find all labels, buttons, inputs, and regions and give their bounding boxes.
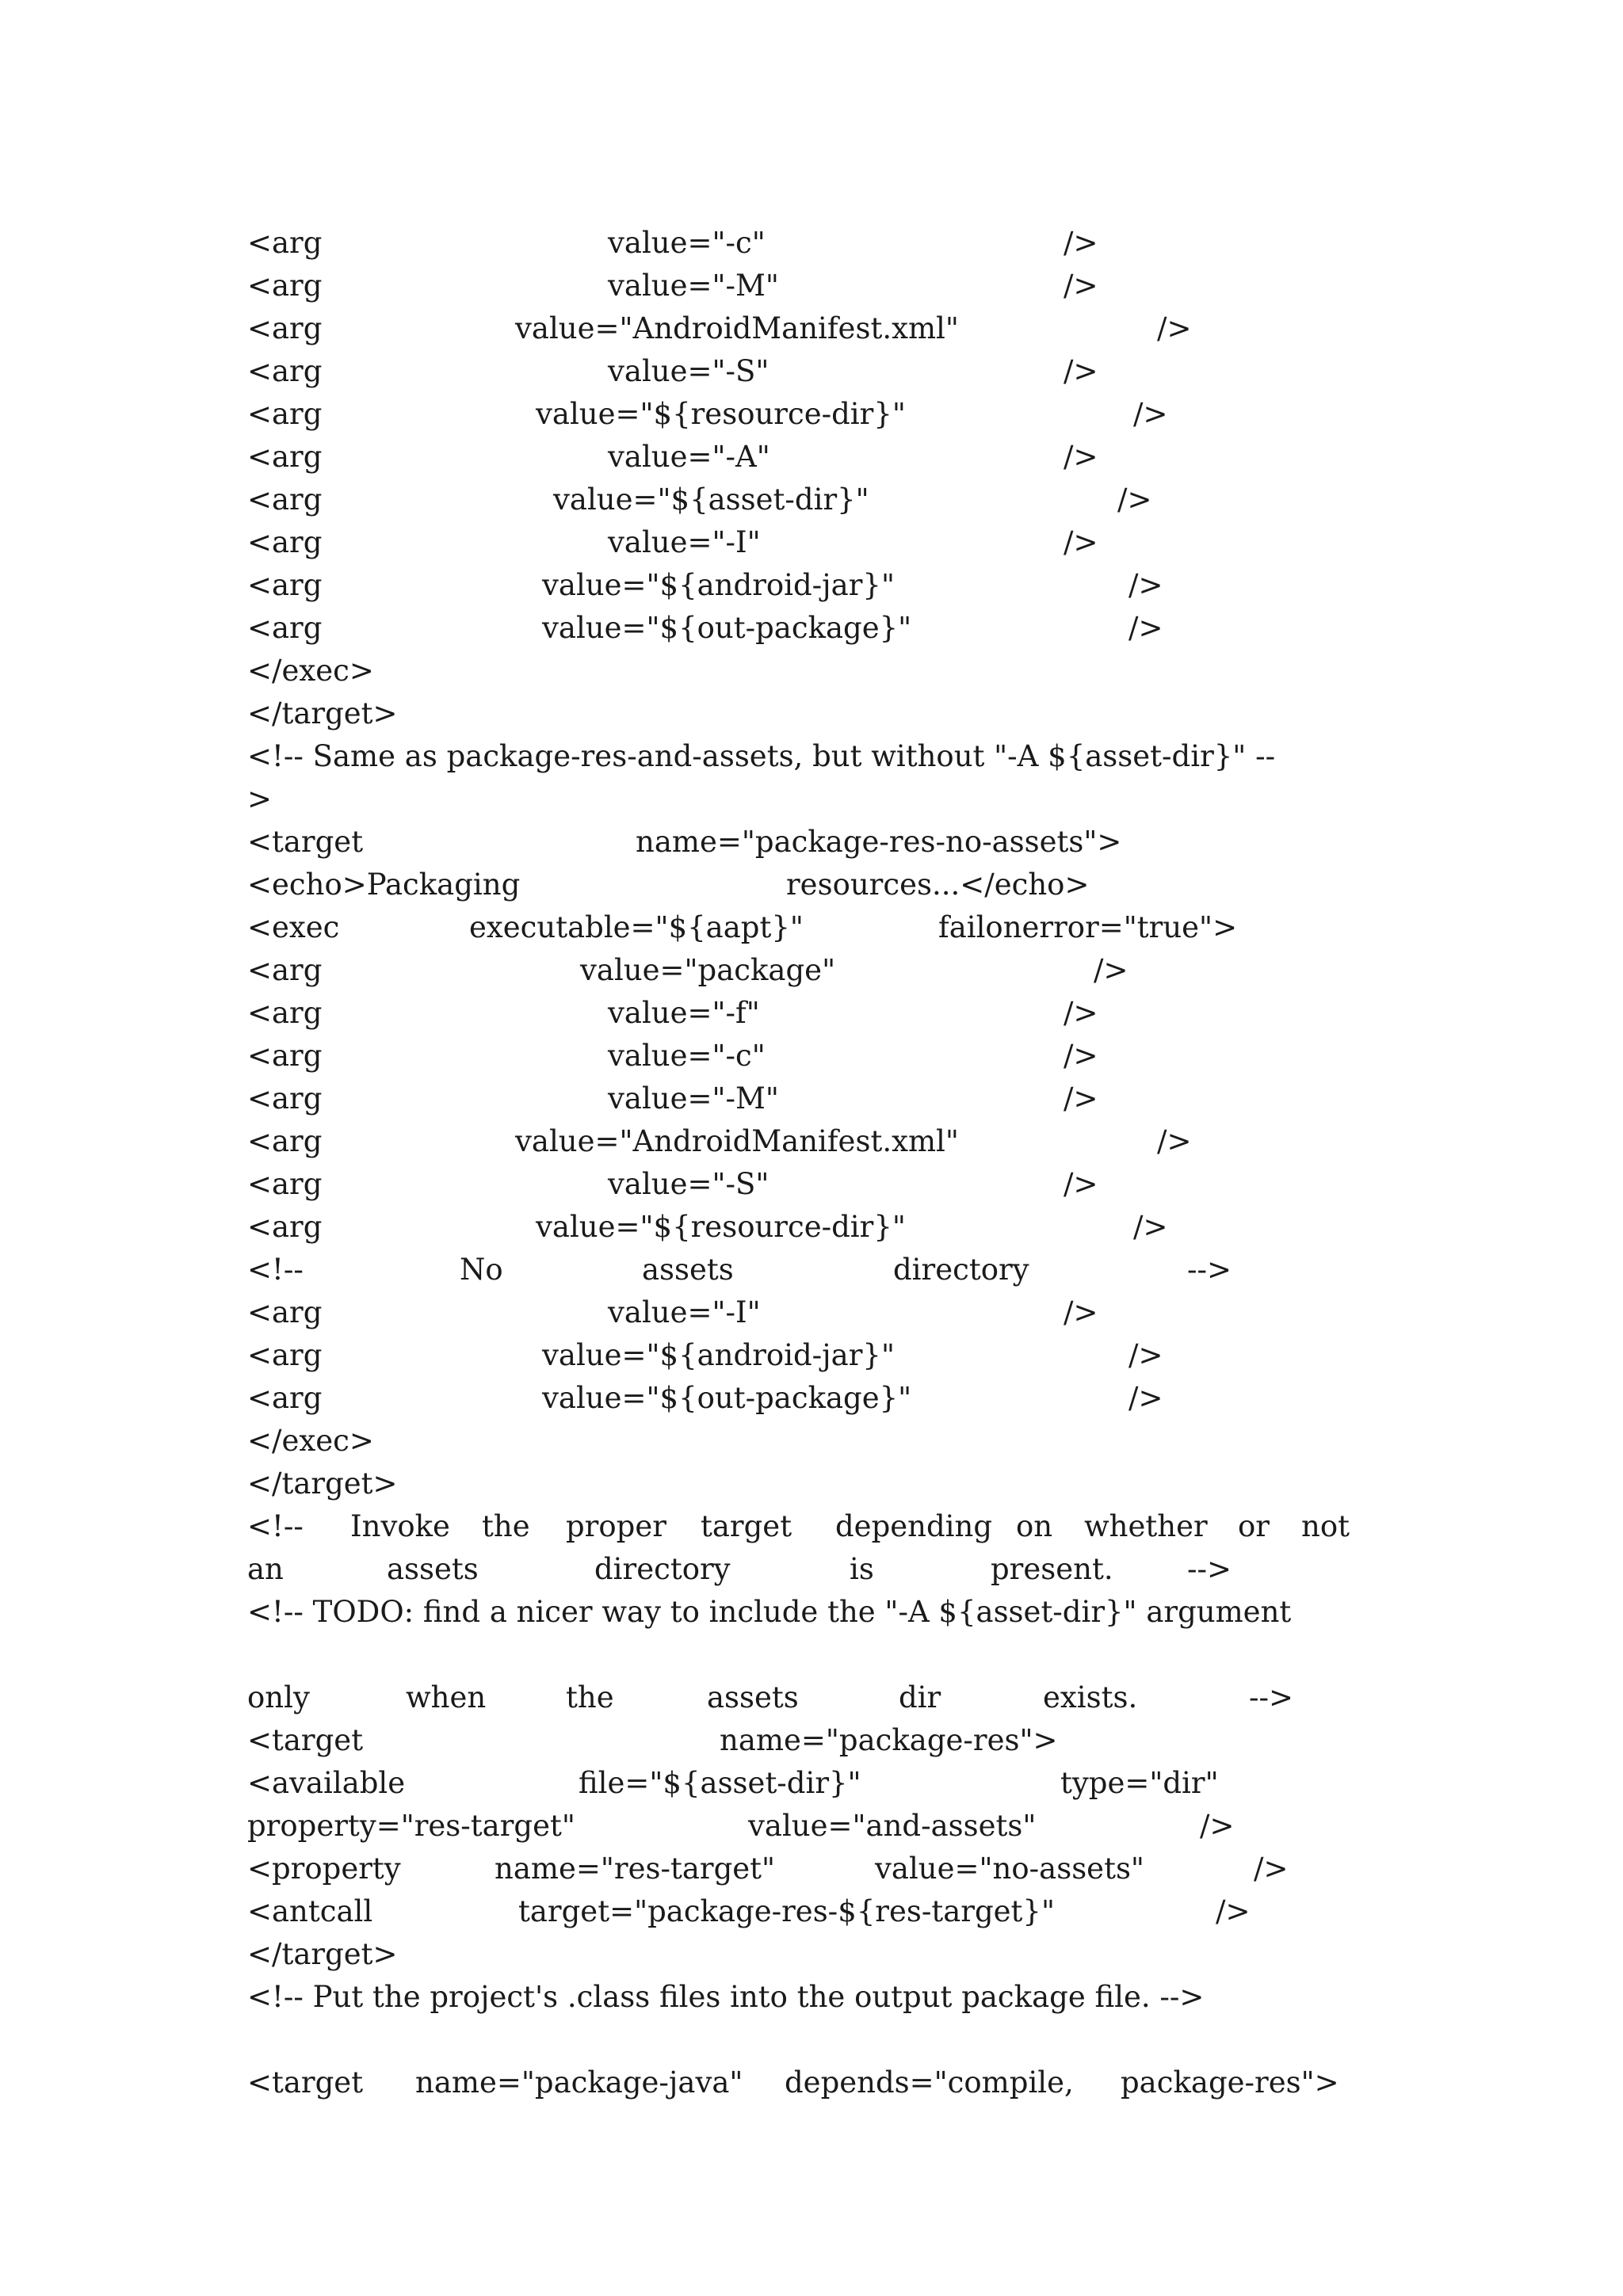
code-token: an	[247, 1552, 284, 1586]
code-token: exists.	[1043, 1680, 1138, 1714]
code-token: </target>	[247, 1937, 398, 1971]
code-token: value="-f"	[608, 996, 760, 1030]
code-token: <arg	[247, 482, 323, 517]
code-token: value="${out-package}"	[542, 611, 912, 645]
code-token: <target	[247, 1723, 364, 1757]
code-line	[247, 521, 1396, 564]
code-line	[247, 778, 1396, 821]
code-line	[247, 1463, 1396, 1505]
code-token: />	[1157, 1124, 1192, 1158]
blank-line	[247, 1634, 1396, 1676]
code-token: />	[1064, 354, 1098, 388]
code-line	[247, 1762, 1396, 1805]
code-token: />	[1064, 1081, 1098, 1116]
code-line	[247, 222, 1396, 265]
code-line	[247, 1505, 1396, 1548]
code-token: />	[1254, 1852, 1289, 1886]
code-token: <!--	[247, 1509, 304, 1543]
code-line	[247, 864, 1396, 906]
code-token: <arg	[247, 1210, 323, 1244]
code-line	[247, 1848, 1396, 1890]
code-line	[247, 1420, 1396, 1463]
code-token: only	[247, 1680, 310, 1714]
code-token: >	[247, 782, 273, 816]
code-token: <arg	[247, 1124, 323, 1158]
code-token: value="${android-jar}"	[542, 1338, 895, 1372]
code-token: value="-M"	[608, 1081, 779, 1116]
code-token: -->	[1187, 1253, 1232, 1287]
code-token: assets	[387, 1552, 479, 1586]
code-token: <!--	[247, 1253, 304, 1287]
code-token: Invoke	[350, 1509, 450, 1543]
code-token: is	[850, 1552, 874, 1586]
code-token: />	[1128, 611, 1163, 645]
code-token: <arg	[247, 1295, 323, 1329]
code-token: value="${resource-dir}"	[536, 397, 906, 431]
code-line	[247, 821, 1396, 864]
code-token: value="AndroidManifest.xml"	[515, 1124, 959, 1158]
code-token: />	[1117, 482, 1152, 517]
code-line	[247, 1377, 1396, 1420]
code-token: directory	[594, 1552, 731, 1586]
code-token: name="package-res">	[720, 1723, 1058, 1757]
code-token: />	[1157, 311, 1192, 345]
code-line	[247, 1120, 1396, 1163]
code-token: </target>	[247, 696, 398, 730]
code-token: not	[1301, 1509, 1350, 1543]
code-token: <arg	[247, 1039, 323, 1073]
code-token: />	[1128, 568, 1163, 602]
code-token: failonerror="true">	[938, 910, 1238, 944]
code-token: type="dir"	[1060, 1766, 1219, 1800]
code-token: the	[482, 1509, 530, 1543]
code-line	[247, 1035, 1396, 1077]
code-token: value="-S"	[608, 1167, 769, 1201]
code-token: />	[1133, 397, 1168, 431]
code-token: />	[1064, 1039, 1098, 1073]
code-line	[247, 1719, 1396, 1762]
code-token: <arg	[247, 440, 323, 474]
code-token: />	[1128, 1381, 1163, 1415]
code-line	[247, 607, 1396, 650]
code-token: assets	[707, 1680, 799, 1714]
code-token: directory	[893, 1253, 1029, 1287]
code-token: />	[1064, 1295, 1098, 1329]
code-token: />	[1064, 226, 1098, 260]
code-line	[247, 1206, 1396, 1249]
code-token: value="${out-package}"	[542, 1381, 912, 1415]
code-token: value="-c"	[608, 1039, 766, 1073]
code-token: <!-- Put the project's .class files into the output package file. -->	[247, 1980, 1205, 2014]
code-listing	[247, 222, 1396, 2104]
code-token: <arg	[247, 269, 323, 303]
code-token: <arg	[247, 611, 323, 645]
code-token: value="AndroidManifest.xml"	[515, 311, 959, 345]
code-line	[247, 992, 1396, 1035]
code-line	[247, 1334, 1396, 1377]
code-token: -->	[1187, 1552, 1232, 1586]
code-token: />	[1200, 1809, 1235, 1843]
code-token: <arg	[247, 953, 323, 987]
code-token: value="-S"	[608, 354, 769, 388]
code-line	[247, 393, 1396, 436]
code-token: <arg	[247, 397, 323, 431]
code-token: </target>	[247, 1466, 398, 1501]
code-token: value="-M"	[608, 269, 779, 303]
code-token: value="and-assets"	[748, 1809, 1037, 1843]
code-line	[247, 1163, 1396, 1206]
code-line	[247, 906, 1396, 949]
code-token: />	[1064, 269, 1098, 303]
code-token: value="-c"	[608, 226, 766, 260]
code-token: <arg	[247, 311, 323, 345]
code-token: value="${resource-dir}"	[536, 1210, 906, 1244]
code-token: <!-- Same as package-res-and-assets, but without "-A ${asset-dir}" --	[247, 739, 1276, 773]
code-line	[247, 1933, 1396, 1976]
code-token: No	[460, 1253, 503, 1287]
code-token: <exec	[247, 910, 340, 944]
code-token: -->	[1249, 1680, 1294, 1714]
code-line	[247, 1291, 1396, 1334]
code-token: value="-I"	[608, 525, 761, 559]
code-token: <echo>Packaging	[247, 868, 521, 902]
code-token: />	[1064, 1167, 1098, 1201]
code-line	[247, 1591, 1396, 1634]
code-line	[247, 1805, 1396, 1848]
code-token: resources...</echo>	[786, 868, 1090, 902]
code-token: />	[1094, 953, 1128, 987]
code-token: <arg	[247, 354, 323, 388]
code-token: <antcall	[247, 1894, 373, 1928]
code-token: value="no-assets"	[875, 1852, 1144, 1886]
code-token: name="package-res-no-assets">	[636, 825, 1122, 859]
code-token: <available	[247, 1766, 406, 1800]
code-token: assets	[642, 1253, 734, 1287]
code-line	[247, 1249, 1396, 1291]
code-token: the	[566, 1680, 614, 1714]
code-line	[247, 1976, 1396, 2019]
code-token: />	[1133, 1210, 1168, 1244]
code-token: when	[406, 1680, 487, 1714]
code-token: <arg	[247, 525, 323, 559]
code-token: </exec>	[247, 1424, 374, 1458]
code-token: <arg	[247, 1081, 323, 1116]
code-line	[247, 1077, 1396, 1120]
blank-line	[247, 2019, 1396, 2061]
code-token: target="package-res-${res-target}"	[518, 1894, 1055, 1928]
code-token: <arg	[247, 226, 323, 260]
code-token: value="package"	[580, 953, 836, 987]
code-token: </exec>	[247, 654, 374, 688]
code-token: depending	[835, 1509, 993, 1543]
code-token: <property	[247, 1852, 401, 1886]
code-line	[247, 650, 1396, 692]
code-token: />	[1128, 1338, 1163, 1372]
code-token: <arg	[247, 1167, 323, 1201]
code-token: executable="${aapt}"	[469, 910, 804, 944]
code-line	[247, 2061, 1396, 2104]
code-token: value="${android-jar}"	[542, 568, 895, 602]
code-line	[247, 436, 1396, 479]
code-line	[247, 1548, 1396, 1591]
code-token: file="${asset-dir}"	[579, 1766, 861, 1800]
code-line	[247, 479, 1396, 521]
code-line	[247, 1890, 1396, 1933]
code-token: present.	[991, 1552, 1113, 1586]
code-token: <target	[247, 2065, 364, 2100]
code-token: target	[701, 1509, 792, 1543]
code-token: whether	[1084, 1509, 1208, 1543]
code-token: />	[1064, 525, 1098, 559]
code-token: <target	[247, 825, 364, 859]
code-line	[247, 735, 1396, 778]
code-token: dir	[899, 1680, 941, 1714]
code-token: name="package-java"	[415, 2065, 743, 2100]
code-token: package-res">	[1121, 2065, 1339, 2100]
code-token: />	[1064, 996, 1098, 1030]
code-token: value="-A"	[608, 440, 770, 474]
code-token: on	[1016, 1509, 1053, 1543]
code-line	[247, 1676, 1396, 1719]
code-token: <arg	[247, 996, 323, 1030]
code-token: name="res-target"	[495, 1852, 776, 1886]
code-token: depends="compile,	[785, 2065, 1074, 2100]
code-token: <arg	[247, 1338, 323, 1372]
code-line	[247, 350, 1396, 393]
code-line	[247, 949, 1396, 992]
code-line	[247, 265, 1396, 307]
code-line	[247, 564, 1396, 607]
code-line	[247, 307, 1396, 350]
code-token: />	[1064, 440, 1098, 474]
code-token: <arg	[247, 1381, 323, 1415]
code-token: or	[1238, 1509, 1270, 1543]
code-token: property="res-target"	[247, 1809, 575, 1843]
code-token: value="${asset-dir}"	[553, 482, 869, 517]
code-token: proper	[566, 1509, 666, 1543]
code-token: value="-I"	[608, 1295, 761, 1329]
code-token: <!-- TODO: find a nicer way to include the "-A ${asset-dir}" argument	[247, 1595, 1292, 1629]
code-token: <arg	[247, 568, 323, 602]
code-line	[247, 692, 1396, 735]
code-token: />	[1216, 1894, 1251, 1928]
